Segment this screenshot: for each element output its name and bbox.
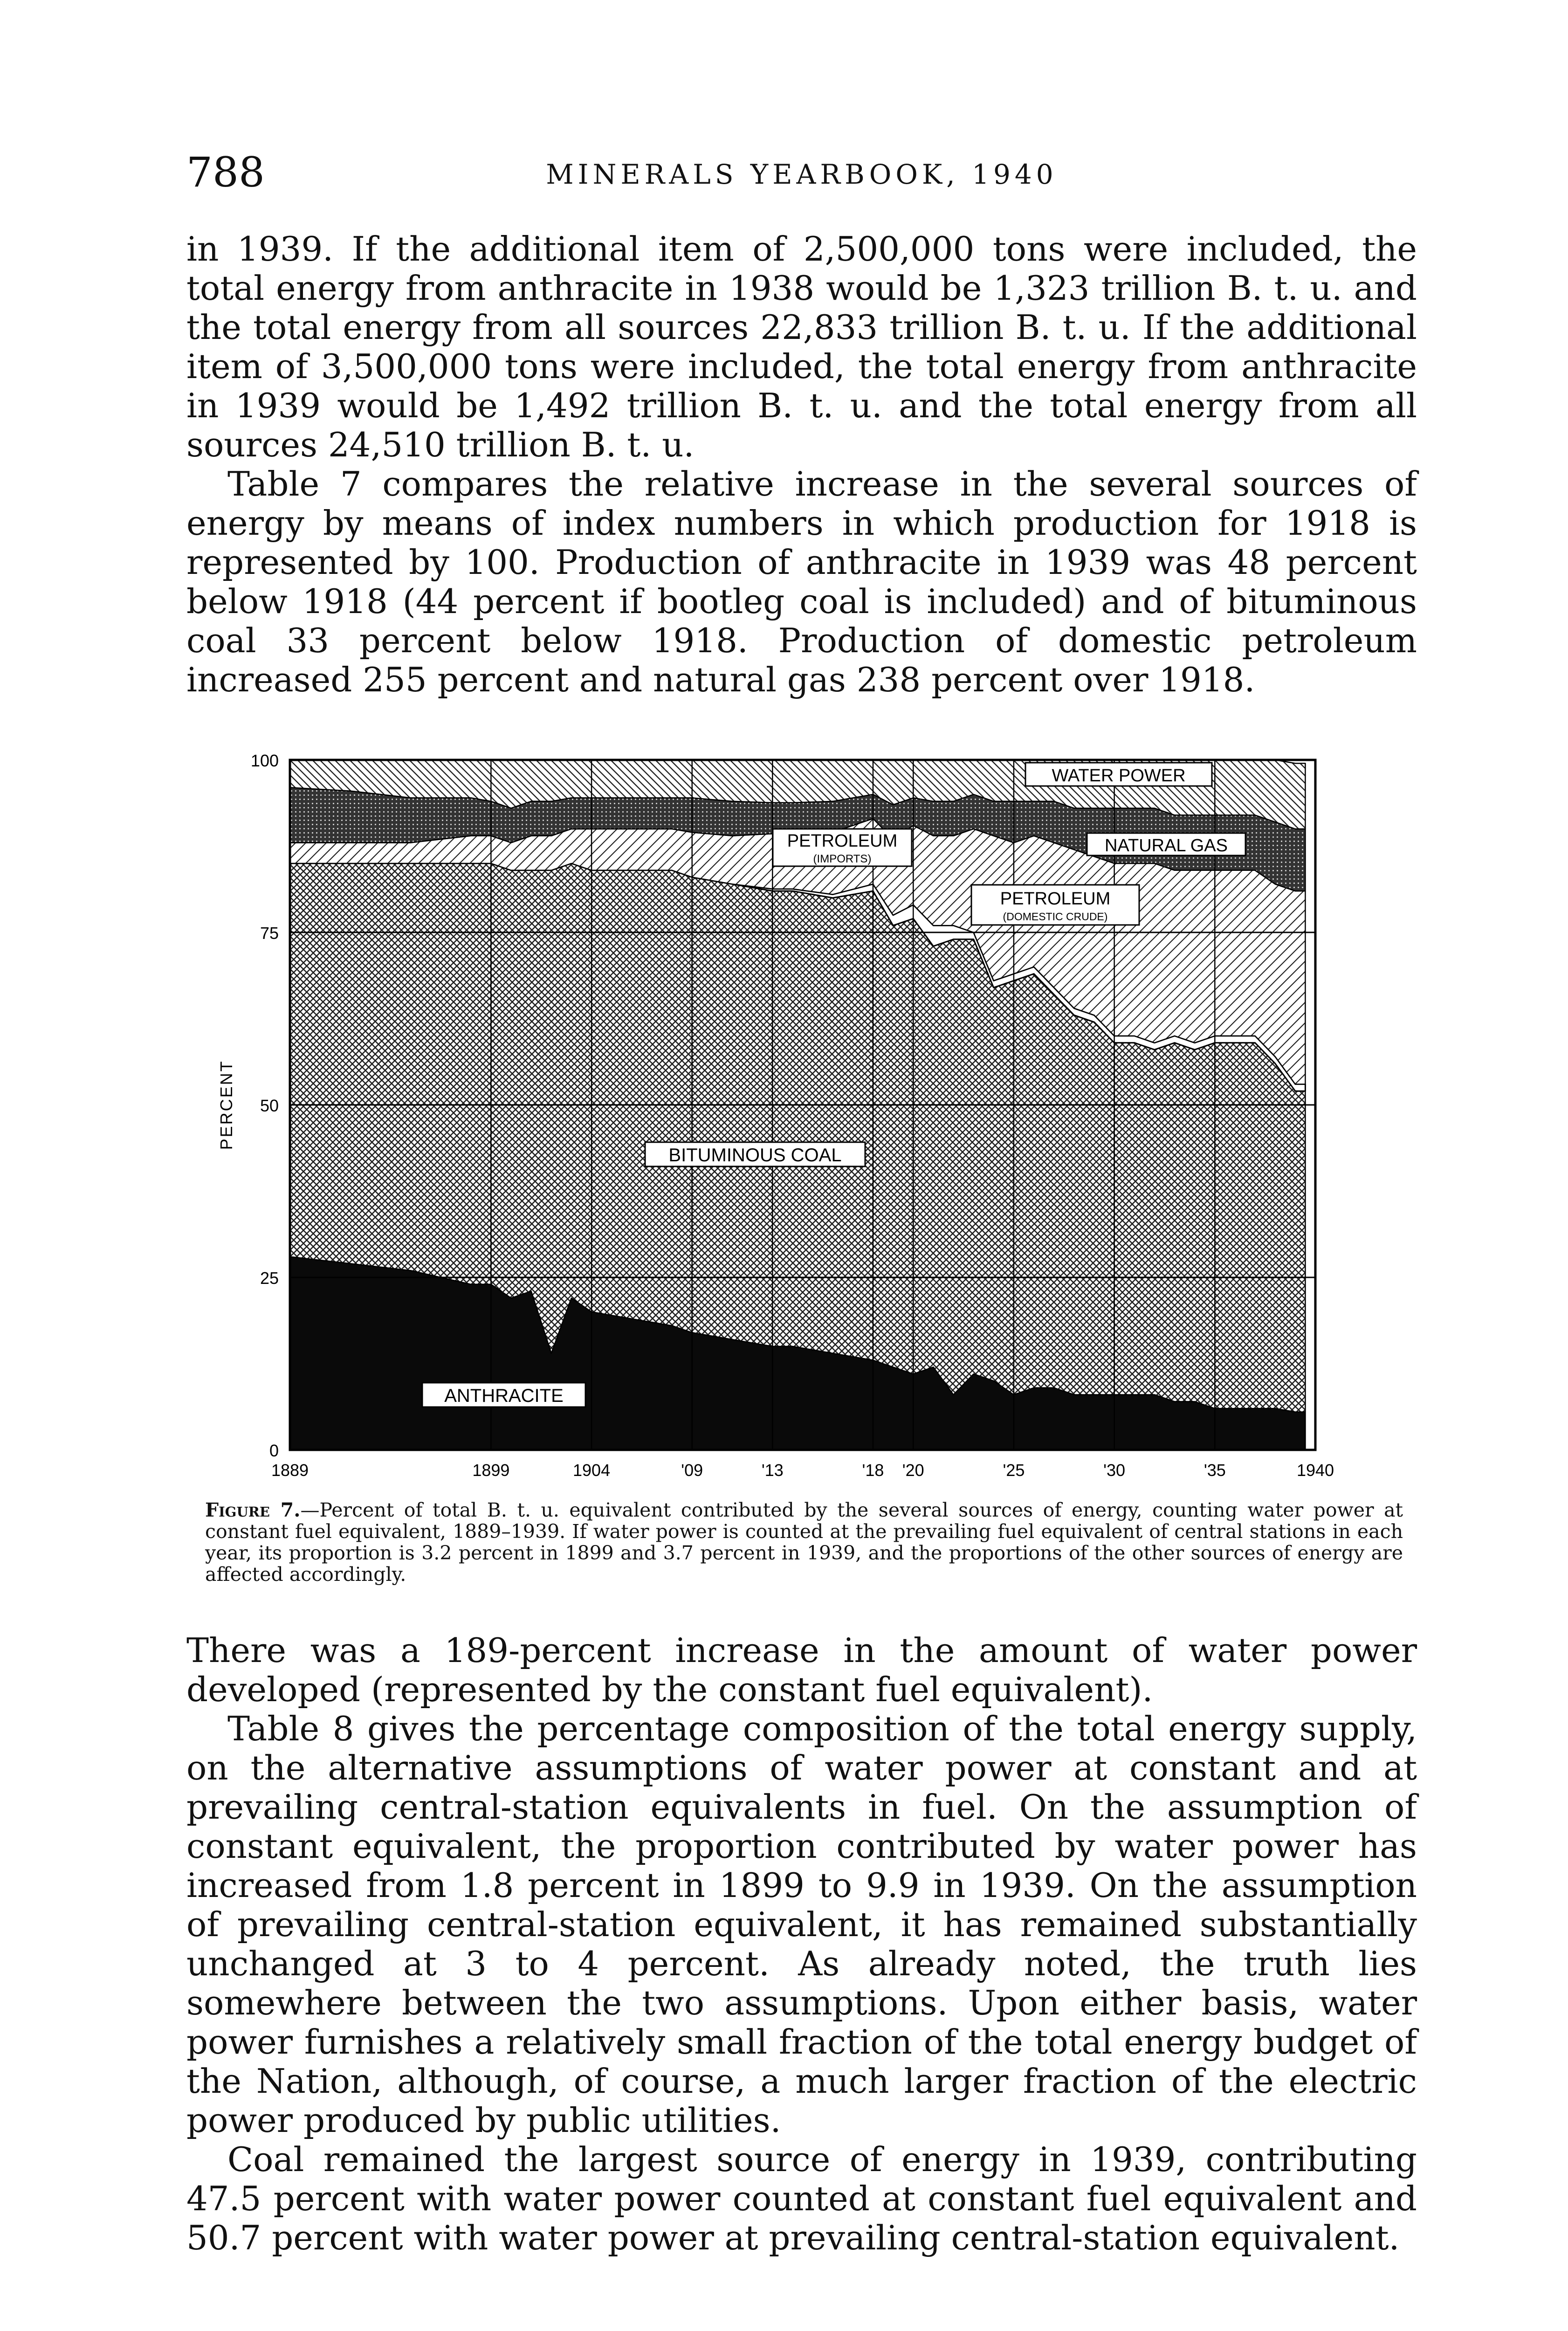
- x-tick-label: 1889: [271, 1461, 309, 1480]
- label-petroleum-imports: [773, 829, 912, 866]
- x-tick-label: '30: [1103, 1461, 1126, 1480]
- label-anthracite: [422, 1383, 585, 1407]
- x-tick-labels: [271, 1461, 1334, 1480]
- x-tick-label: '20: [902, 1461, 924, 1480]
- figure-caption: [205, 1499, 1403, 1585]
- label-petroleum-domestic: [971, 885, 1139, 925]
- svg-text:NATURAL GAS: NATURAL GAS: [1105, 836, 1228, 855]
- y-tick-label: 100: [250, 751, 279, 770]
- x-tick-label: 1904: [573, 1461, 611, 1480]
- x-tick-label: '35: [1204, 1461, 1226, 1480]
- x-tick-label: '13: [761, 1461, 784, 1480]
- svg-text:ANTHRACITE: ANTHRACITE: [444, 1386, 564, 1406]
- running-title: MINERALS YEARBOOK, 1940: [546, 159, 1058, 190]
- x-tick-label: '25: [1003, 1461, 1025, 1480]
- x-tick-label: 1940: [1296, 1461, 1334, 1480]
- y-tick-label: 25: [260, 1269, 279, 1288]
- page-number: 788: [186, 148, 265, 196]
- x-tick-label: '09: [681, 1461, 703, 1480]
- paragraph-bottom-3: Coal remained the largest source of energy in 1939, contributing 47.5 percent with water power counted at constant fuel equivalent and 50.7 percent with water power at prevailing central-station equivalent.: [186, 2140, 1417, 2257]
- paragraph-bottom-1: There was a 189-percent increase in the amount of water power developed (represented by the constant fuel equivalent).: [186, 1631, 1417, 1709]
- svg-text:BITUMINOUS COAL: BITUMINOUS COAL: [668, 1145, 842, 1166]
- label-water-power: [1025, 763, 1212, 786]
- svg-text:WATER POWER: WATER POWER: [1052, 766, 1186, 786]
- label-natural-gas: [1087, 833, 1245, 855]
- figure-caption-label: Figure 7.: [205, 1499, 301, 1521]
- figure-caption-text: —Percent of total B. t. u. equivalent contributed by the several sources of energy, counting water power at constant fuel equivalent, 1889–1939. If water power is counted at the prevailing fuel equivalent of central stations in each year, its proportion is 3.2 percent in 1899 and 3.7 percent in 1939, and the proportions of the other sources of energy are affected accordingly.: [205, 1499, 1403, 1586]
- y-axis-label: PERCENT: [217, 1060, 236, 1150]
- paragraph-bottom-2: Table 8 gives the percentage composition of the total energy supply, on the alternative assumptions of water power at constant and at prevailing central-station equivalents in fuel. On the assumption of constant equivalent, the proportion contributed by water power has increased from 1.8 percent in 1899 to 9.9 in 1939. On the assumption of prevailing central-station equivalent, it has remained substantially unchanged at 3 to 4 percent. As already noted, the truth lies somewhere between the two assumptions. Upon either basis, water power furnishes a relatively small fraction of the total energy budget of the Nation, although, of course, a much larger fraction of the electric power produced by public utilities.: [186, 1709, 1417, 2140]
- y-tick-label: 50: [260, 1096, 279, 1115]
- x-tick-label: '18: [862, 1461, 884, 1480]
- svg-text:PETROLEUM: PETROLEUM: [787, 831, 898, 851]
- paragraph-top-1: in 1939. If the additional item of 2,500,000 tons were included, the total energy from anthracite in 1938 would be 1,323 trillion B. t. u. and the total energy from all sources 22,833 trillion B. t. u. If the additional item of 3,500,000 tons were included, the total energy from anthracite in 1939 would be 1,492 trillion B. t. u. and the total energy from all sources 24,510 trillion B. t. u.: [186, 229, 1417, 464]
- y-tick-labels: [251, 751, 279, 1460]
- y-tick-label: 75: [260, 924, 279, 943]
- paragraph-top-2: Table 7 compares the relative increase in the several sources of energy by means of index numbers in which production for 1918 is represented by 100. Production of anthracite in 1939 was 48 percent below 1918 (44 percent if bootleg coal is included) and of bituminous coal 33 percent below 1918. Production of domestic petroleum increased 255 percent and natural gas 238 percent over 1918.: [186, 464, 1417, 699]
- svg-text:(IMPORTS): (IMPORTS): [813, 853, 872, 865]
- svg-text:PETROLEUM: PETROLEUM: [1000, 889, 1111, 909]
- y-tick-label: 0: [269, 1441, 279, 1460]
- label-bituminous-coal: [645, 1142, 865, 1166]
- svg-text:(DOMESTIC CRUDE): (DOMESTIC CRUDE): [1003, 910, 1108, 923]
- x-tick-label: 1899: [472, 1461, 510, 1480]
